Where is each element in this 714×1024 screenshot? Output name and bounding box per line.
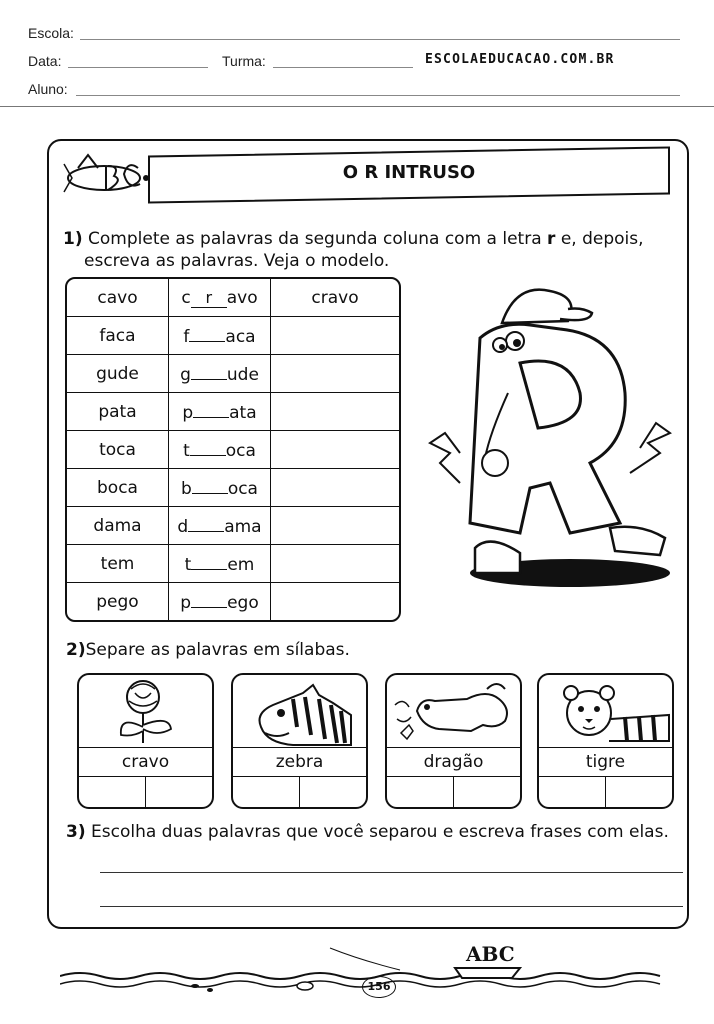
answer-cell[interactable] [271, 317, 399, 355]
answer-cell[interactable] [271, 393, 399, 431]
word-cell [67, 279, 169, 317]
zebra-icon [233, 675, 368, 747]
answer-text: cravo [311, 287, 359, 308]
letter-blank[interactable] [189, 325, 225, 342]
escola-field[interactable] [80, 39, 680, 40]
table-row [67, 317, 399, 355]
fill-cell [169, 469, 271, 507]
dragon-icon [387, 675, 522, 747]
word-start: d [177, 516, 189, 537]
q3-number: 3) [66, 822, 86, 842]
word-text: dama [93, 515, 142, 536]
word-cell [67, 431, 169, 469]
table-row [67, 583, 399, 620]
table-row [67, 393, 399, 431]
abc-plane-icon [58, 150, 150, 202]
letter-blank[interactable] [188, 515, 224, 532]
syllable-box[interactable] [454, 777, 520, 809]
word-cell [67, 545, 169, 583]
answer-cell[interactable] [271, 583, 399, 620]
word-text: faca [99, 325, 136, 346]
fill-cell [169, 393, 271, 431]
word-text: boca [97, 477, 138, 498]
letter-blank[interactable] [191, 553, 227, 570]
word-cell [67, 317, 169, 355]
word-start: p [182, 402, 194, 423]
writing-line[interactable] [100, 906, 683, 907]
q2-number: 2) [66, 640, 86, 660]
fill-cell [169, 317, 271, 355]
word-text: tem [100, 553, 135, 574]
letter-blank[interactable] [191, 363, 227, 380]
q1-text: Complete as palavras da segunda coluna com a letra [88, 229, 542, 249]
word-cell [67, 507, 169, 545]
aluno-field[interactable] [76, 95, 680, 96]
turma-label: Turma: [222, 53, 266, 69]
word-cell [67, 393, 169, 431]
word-end: ama [224, 516, 262, 537]
word-text: gude [96, 363, 139, 384]
table-row [67, 355, 399, 393]
q1-letter: r [547, 229, 556, 249]
answer-cell[interactable] [271, 431, 399, 469]
table-row [67, 545, 399, 583]
word-end: ata [229, 402, 257, 423]
fill-cell [169, 431, 271, 469]
escola-label: Escola: [28, 25, 74, 41]
syllable-box[interactable] [146, 777, 212, 809]
page-title: O R INTRUSO [342, 162, 476, 183]
card-tigre [537, 673, 674, 809]
word-text: cavo [97, 287, 138, 308]
word-cell [67, 583, 169, 620]
r-character-illustration [420, 283, 680, 593]
table-row [67, 431, 399, 469]
word-start: t [183, 440, 190, 461]
word-end: oca [225, 440, 256, 461]
word-start: c [181, 287, 191, 308]
answer-cell[interactable] [271, 545, 399, 583]
word-start: b [181, 478, 192, 499]
card-word: cravo [79, 747, 212, 777]
word-text: toca [99, 439, 136, 460]
answer-cell[interactable] [271, 507, 399, 545]
word-cell [67, 355, 169, 393]
word-start: g [180, 364, 191, 385]
footer-abc: ABC [466, 942, 515, 966]
flower-icon [79, 675, 214, 747]
word-text: pego [96, 591, 139, 612]
fill-cell [169, 279, 271, 317]
card-word: dragão [387, 747, 520, 777]
table-row [67, 469, 399, 507]
word-end: ude [226, 364, 259, 385]
page-number: 156 [362, 976, 396, 998]
word-end: avo [226, 287, 258, 308]
fill-cell [169, 545, 271, 583]
turma-field[interactable] [273, 67, 413, 68]
q3-text: Escolha duas palavras que você separou e escreva frases com elas. [91, 822, 669, 842]
word-start: f [183, 326, 190, 347]
syllable-box[interactable] [300, 777, 366, 809]
fill-cell [169, 583, 271, 620]
card-cravo [77, 673, 214, 809]
q2-prompt [66, 640, 350, 660]
word-cell [67, 469, 169, 507]
q1-line1 [63, 229, 644, 249]
word-end: ego [227, 592, 259, 613]
syllable-box[interactable] [539, 777, 606, 809]
word-end: em [227, 554, 255, 575]
word-end: aca [225, 326, 256, 347]
letter-blank[interactable] [191, 591, 227, 608]
card-word: tigre [539, 747, 672, 777]
card-zebra [231, 673, 368, 809]
site-url: ESCOLAEDUCACAO.COM.BR [425, 52, 615, 67]
writing-line[interactable] [100, 872, 683, 873]
q1-number: 1) [63, 229, 83, 249]
syllable-box[interactable] [387, 777, 454, 809]
answer-cell[interactable] [271, 469, 399, 507]
data-label: Data: [28, 53, 62, 69]
letter-blank[interactable] [192, 477, 228, 494]
word-start: t [184, 554, 192, 575]
syllable-box[interactable] [79, 777, 146, 809]
aluno-label: Aluno: [28, 81, 68, 97]
q1-text-end: e, depois, [560, 229, 644, 249]
q1-line2: escreva as palavras. Veja o modelo. [84, 251, 390, 271]
answer-cell[interactable] [271, 355, 399, 393]
q2-text: Separe as palavras em sílabas. [85, 640, 350, 660]
card-dragao [385, 673, 522, 809]
data-field[interactable] [68, 67, 208, 68]
syllable-box[interactable] [233, 777, 300, 809]
tiger-icon [539, 675, 674, 747]
card-word: zebra [233, 747, 366, 777]
header-divider [0, 106, 714, 107]
fill-cell [169, 507, 271, 545]
table-row [67, 507, 399, 545]
word-table [65, 277, 401, 622]
word-text: pata [98, 401, 137, 422]
letter-blank[interactable]: r [191, 291, 227, 308]
syllable-box[interactable] [606, 777, 672, 809]
word-end: oca [227, 478, 258, 499]
word-start: p [180, 592, 192, 613]
table-row [67, 279, 399, 317]
letter-blank[interactable] [190, 439, 226, 456]
q3-prompt [66, 822, 669, 842]
fill-cell [169, 355, 271, 393]
letter-blank[interactable] [193, 401, 229, 418]
answer-cell[interactable] [271, 279, 399, 317]
